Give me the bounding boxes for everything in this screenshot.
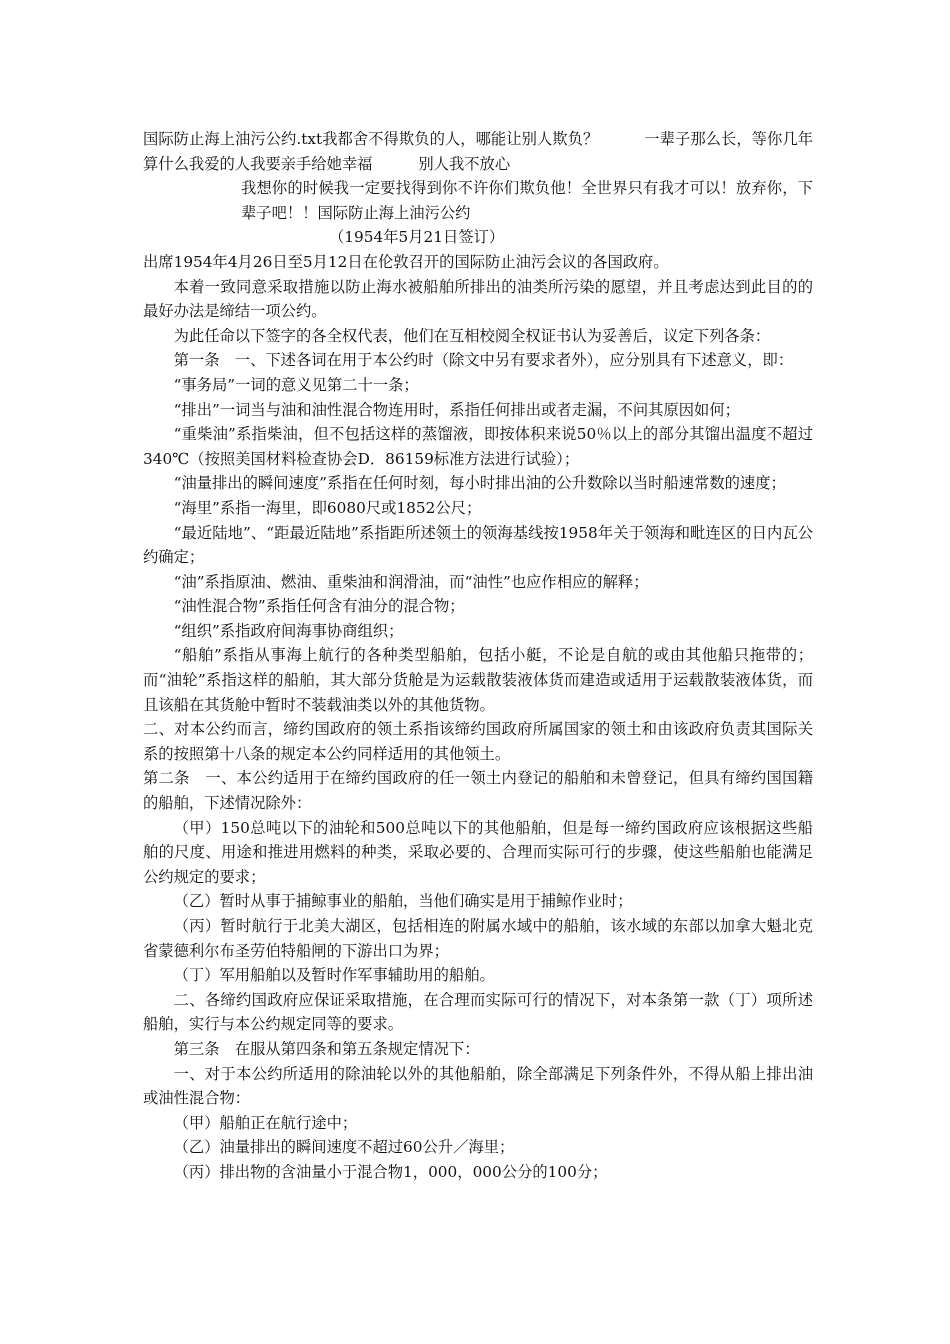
definition-item: “油”系指原油、燃油、重柴油和润滑油，而“油性”也应作相应的解释； bbox=[173, 572, 649, 591]
list-item: （丙）排出物的含油量小于混合物1，000，000公分的100分； bbox=[173, 1162, 608, 1181]
article-2-heading: 第二条 一、本公约适用于在缔约国政府的任一领土内登记的船舶和未曾登记，但具有缔约国国籍的船舶，下述情况除外： bbox=[143, 769, 813, 813]
definition-item: “排出”一词当与油和油性混合物连用时，系指任何排出或者走漏，不问其原因如何； bbox=[173, 400, 740, 419]
definition-item: “组织”系指政府间海事协商组织； bbox=[173, 621, 404, 640]
definition-item: “重柴油”系指柴油，但不包括这样的蒸馏液，即按体积来说50％以上的部分其馏出温度不超过340℃（按照美国材料检查协会D．86159标准方法进行试验）； bbox=[143, 425, 813, 468]
paragraph: 一、对于本公约所适用的除油轮以外的其他船舶，除全部满足下列条件外，不得从船上排出油或油性混合物： bbox=[143, 1064, 813, 1108]
document-body bbox=[143, 127, 813, 1185]
definition-item: “事务局”一词的意义见第二十一条； bbox=[173, 375, 419, 394]
definition-item: “油量排出的瞬间速度”系指在任何时刻，每小时排出油的公升数除以当时船速常数的速度； bbox=[173, 474, 786, 493]
definition-item: “船舶”系指从事海上航行的各种类型船舶，包括小艇，不论是自航的或由其他船只拖带的；而“油轮”系指这样的船舶，其大部分货舱是为运载散装液体货而建造或适用于运载散装液体货，而且该船在其货舱中暂时不装载油类以外的其他货物。 bbox=[143, 646, 813, 714]
list-item: （丙）暂时航行于北美大湖区，包括相连的附属水域中的船舶，该水域的东部以加拿大魁北克省蒙德利尔布圣劳伯特船闸的下游出口为界； bbox=[143, 917, 813, 960]
list-item: （甲）船舶正在航行途中； bbox=[173, 1113, 358, 1132]
paragraph: 出席1954年4月26日至5月12日在伦敦召开的国际防止油污会议的各国政府。 bbox=[143, 252, 669, 271]
paragraph: 本着一致同意采取措施以防止海水被船舶所排出的油类所污染的愿望，并且考虑达到此目的的最好办法是缔结一项公约。 bbox=[143, 277, 813, 321]
article-1-heading: 第一条 一、下述各词在用于本公约时（除文中另有要求者外），应分别具有下述意义，即： bbox=[173, 351, 794, 370]
definition-item: “海里”系指一海里，即6080尺或1852公尺； bbox=[173, 498, 482, 517]
signing-date: （1954年5月21日签订） bbox=[329, 228, 505, 247]
header-line: 国际防止海上油污公约.txt我都舍不得欺负的人，哪能让别人欺负？ 一辈子那么长，等你几年算什么我爱的人我要亲手给她幸福 别人我不放心 bbox=[143, 130, 813, 173]
paragraph: 二、各缔约国政府应保证采取措施，在合理而实际可行的情况下，对本条第一款（丁）项所述船舶，实行与本公约规定同等的要求。 bbox=[143, 990, 813, 1034]
definition-item: “油性混合物”系指任何含有油分的混合物； bbox=[173, 597, 465, 616]
list-item: （乙）暂时从事于捕鲸事业的船舶，当他们确实是用于捕鲸作业时； bbox=[173, 892, 633, 911]
paragraph: 为此任命以下签字的各全权代表，他们在互相校阅全权证书认为妥善后，议定下列各条： bbox=[173, 326, 771, 345]
header-line-2: 我想你的时候我一定要找得到你不许你们欺负他！全世界只有我才可以！放弃你，下辈子吧！！国际防止海上油污公约 bbox=[241, 179, 813, 222]
paragraph: 二、对本公约而言，缔约国政府的领土系指该缔约国政府所属国家的领土和由该政府负责其国际关系的按照第十八条的规定本公约同样适用的其他领土。 bbox=[143, 720, 813, 763]
article-3-heading: 第三条 在服从第四条和第五条规定情况下： bbox=[173, 1039, 480, 1058]
list-item: （甲）150总吨以下的油轮和500总吨以下的其他船舶，但是每一缔约国政府应该根据这些船舶的尺度、用途和推进用燃料的种类，采取必要的、合理而实际可行的步骤，使这些船舶也能满足公约规定的要求； bbox=[143, 818, 813, 886]
list-item: （乙）油量排出的瞬间速度不超过60公升／海里； bbox=[173, 1138, 515, 1157]
definition-item: “最近陆地”、“距最近陆地”系指距所述领土的领海基线按1958年关于领海和毗连区的日内瓦公约确定； bbox=[143, 523, 813, 567]
list-item: （丁）军用船舶以及暂时作军事辅助用的船舶。 bbox=[173, 966, 495, 985]
